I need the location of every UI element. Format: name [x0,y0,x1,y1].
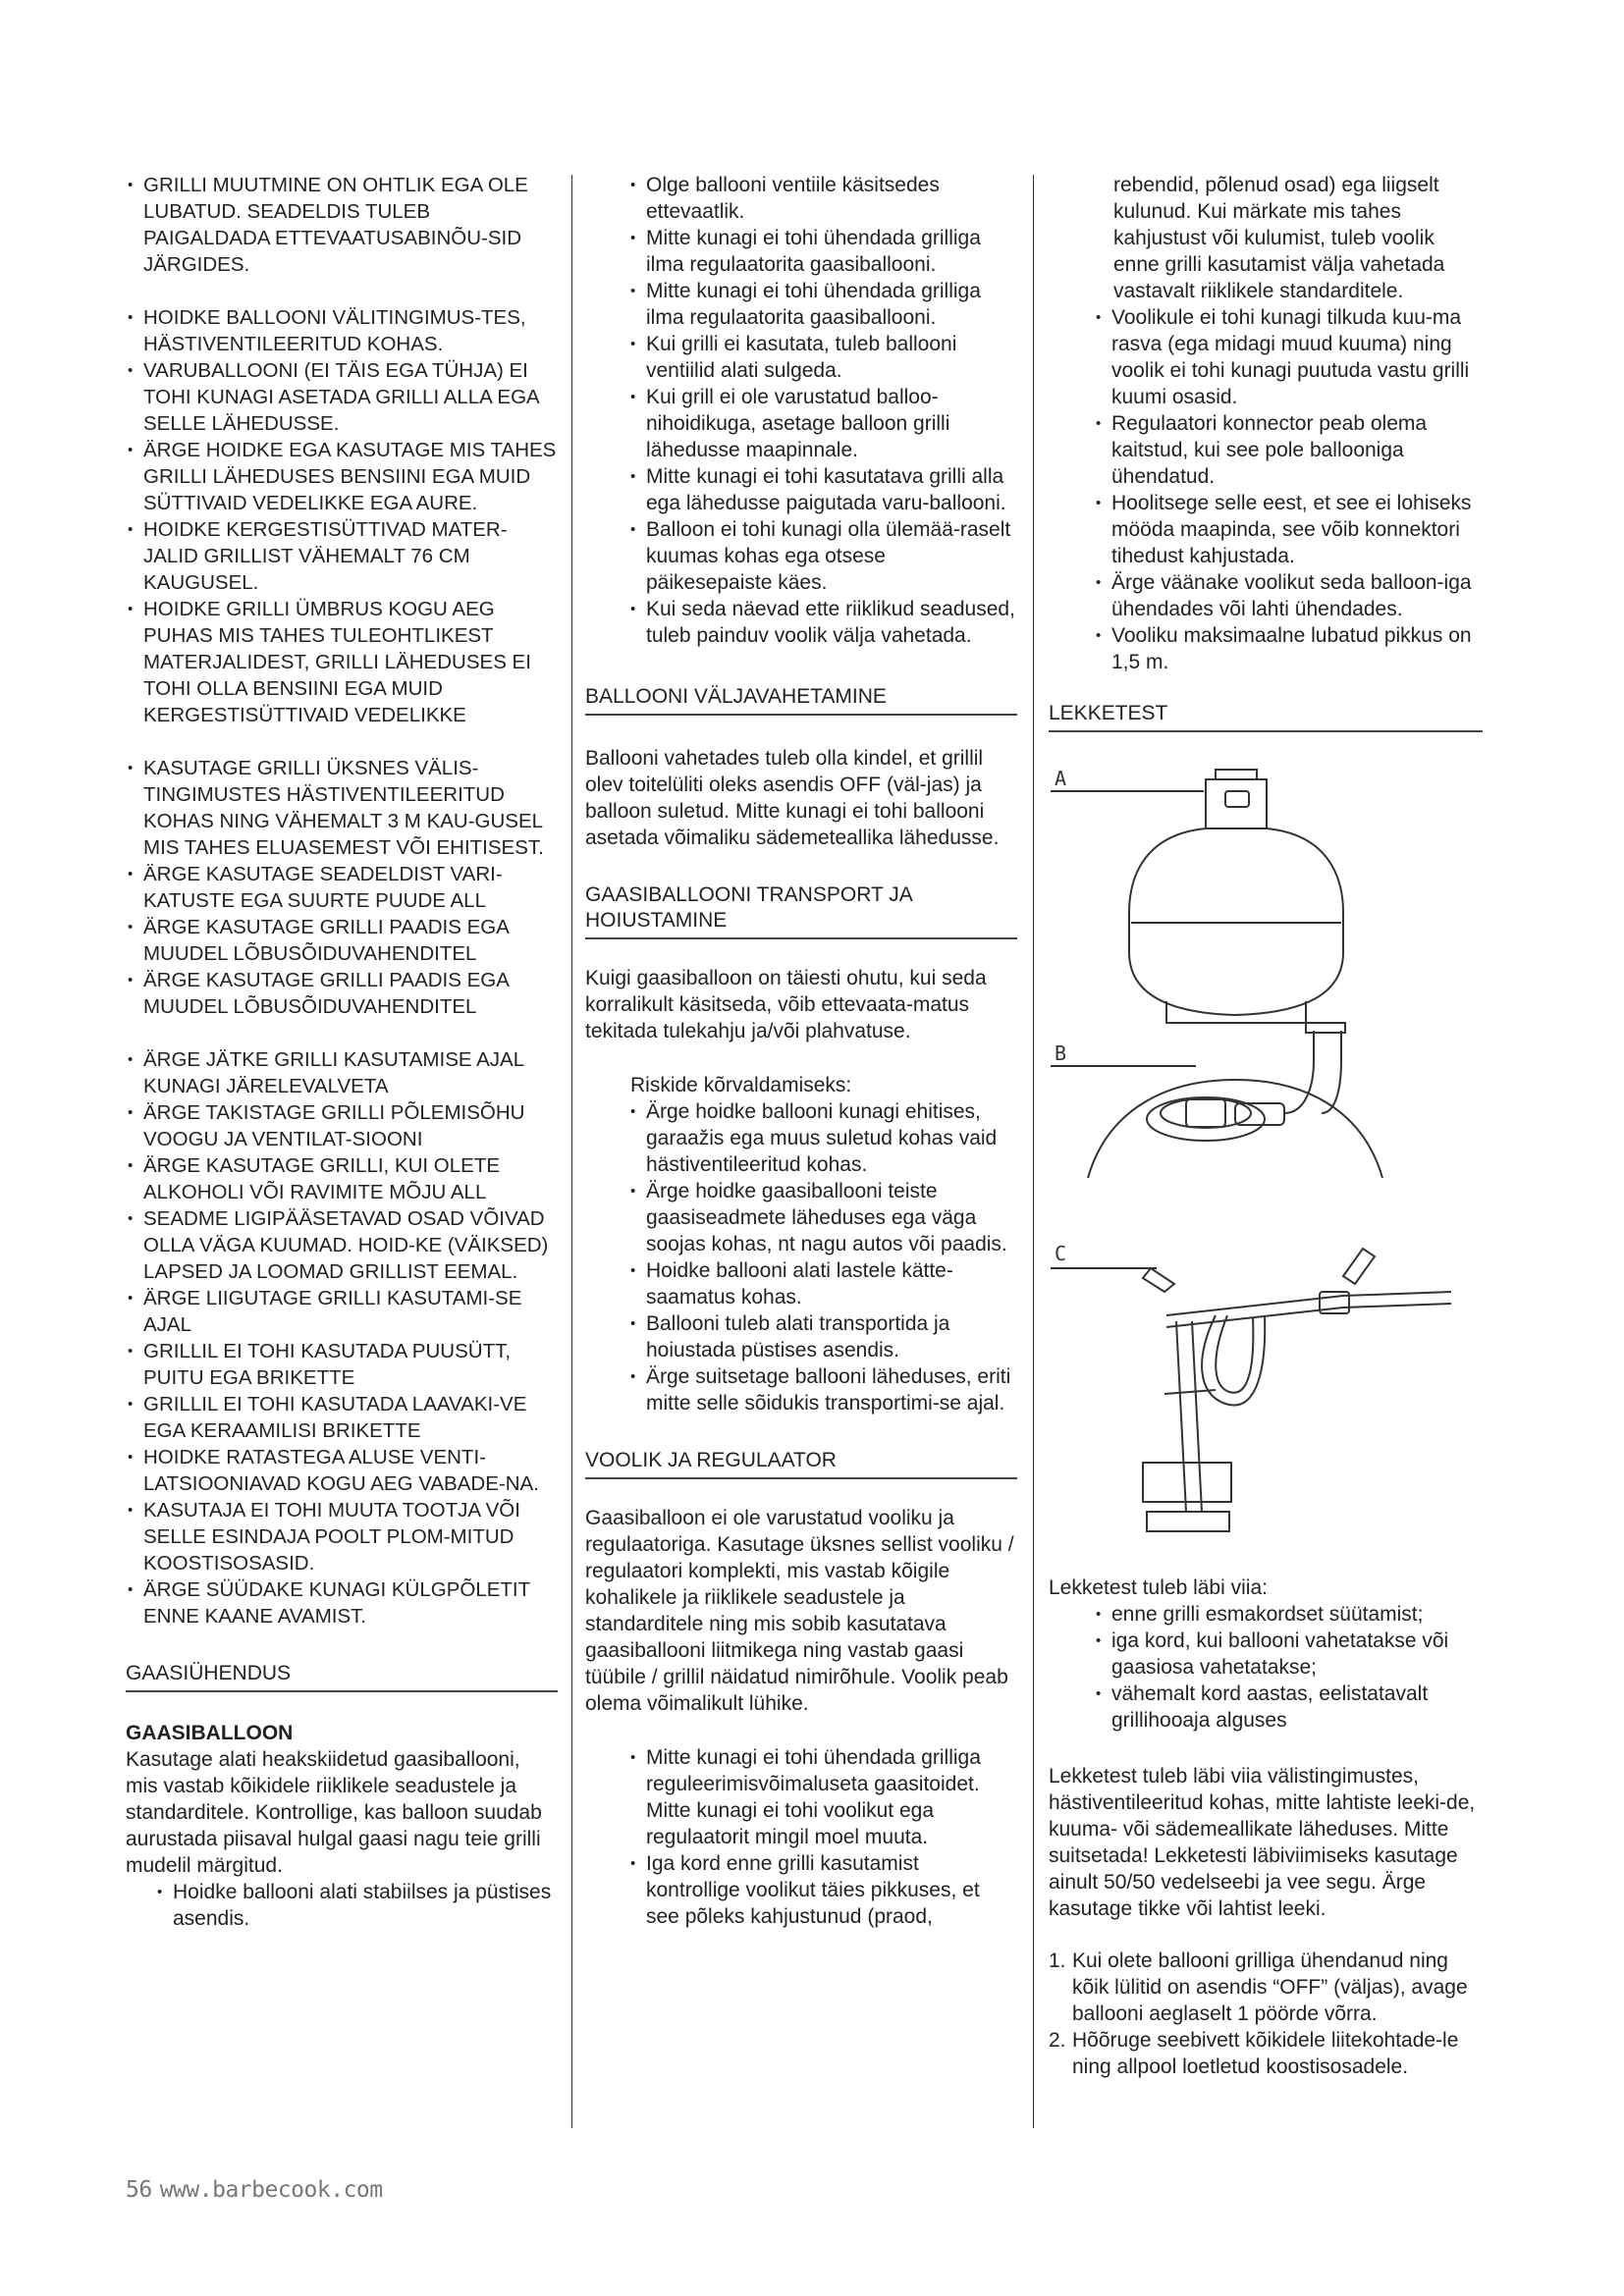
list-item: • Olge ballooni ventiile käsitsedes ettevaatlik. [628,172,1017,225]
column-divider-1 [571,175,572,2128]
list-item: • VARUBALLOONI (EI TÄIS EGA TÜHJA) EI TOHI KUNAGI ASETADA GRILLI ALLA EGA SELLE LÄHEDUSSE. [126,357,558,437]
list-item: • Mitte kunagi ei tohi ühendada grilliga ilma regulaatorita gaasiballooni. [628,278,1017,331]
list-item: • Iga kord enne grilli kasutamist kontrollige voolikut täies pikkuses, et see põleks kahjustunud (praod, [628,1850,1017,1930]
page-footer [126,2177,383,2204]
figure-label-c: C [1055,1242,1067,1265]
list-item: • ÄRGE HOIDKE EGA KASUTAGE MIS TAHES GRILLI LÄHEDUSES BENSIINI EGA MUID SÜTTIVAID VEDELIKKE EGA AURE. [126,437,558,516]
list-item: • Vooliku maksimaalne lubatud pikkus on 1,5 m. [1094,622,1483,675]
list-item: • GRILLIL EI TOHI KASUTADA LAAVAKI-VE EGA KERAAMILISI BRIKETTE [126,1391,558,1444]
step-text: Kui olete ballooni grilliga ühendanud ning kõik lülitid on asendis “OFF” (väljas), avage ballooni aeglaselt 1 pöörde võrra. [1072,1949,1468,2025]
leak-intro: Lekketest tuleb läbi viia: [1049,1576,1268,1599]
list-item: • Regulaatori konnector peab olema kaitstud, kui see pole ballooniga ühendatud. [1094,410,1483,490]
list-item: • HOIDKE RATASTEGA ALUSE VENTI-LATSIOONIAVAD KOGU AEG VABADE-NA. [126,1444,558,1497]
list-item: • Mitte kunagi ei tohi kasutatava grilli alla ega lähedusse paigutada varu-ballooni. [628,463,1017,516]
hose-paragraph: Gaasiballoon ei ole varustatud vooliku ja regulaatoriga. Kasutage üksnes sellist vooliku / regulaatori komplekti, mis vastab kõigile kohalikele ja riiklikele seadustele ja standarditele ning mis sobib kasutatava gaasiballooni liitmikega ning vastab gaasi tüübile / grillil näidatud nimirõhule. Voolik peab olema võimalikult lühike. [585,1507,1014,1715]
list-item: • ÄRGE SÜÜDAKE KUNAGI KÜLGPÕLETIT ENNE KAANE AVAMIST. [126,1576,558,1629]
list-item: • Hoolitsege selle eest, et see ei lohiseks mööda maapinda, see võib konnektori tihedust kahjustada. [1094,490,1483,569]
balloon-bullets [155,1879,558,1932]
list-item: • Hoidke ballooni alati stabiilses ja püstises asendis. [155,1879,558,1932]
column-3 [1049,172,1483,2080]
gas-cylinder-icon [1051,770,1343,1023]
list-item: • Balloon ei tohi kunagi olla ülemää-raselt kuumas kohas ega otsese päikesepaiste käes. [628,516,1017,596]
section-heading-transport: GAASIBALLOONI TRANSPORT JA HOIUSTAMINE [585,882,1017,939]
list-item: • GRILLIL EI TOHI KASUTADA PUUSÜTT, PUITU EGA BRIKETTE [126,1338,558,1391]
list-item: • Ärge suitsetage ballooni läheduses, eriti mitte selle sõidukis transportimi-se ajal. [628,1363,1017,1416]
list-item: • SEADME LIGIPÄÄSETAVAD OSAD VÕIVAD OLLA VÄGA KUUMAD. HOID-KE (VÄIKSED) LAPSED JA LOOMAD GRILLIST EEMAL. [126,1205,558,1285]
list-item: • Ärge hoidke ballooni kunagi ehitises, garaažis ega muus suletud kohas vaid hästiventileeritud kohas. [628,1098,1017,1178]
list-item: • Kui grilli ei kasutata, tuleb ballooni ventiilid alati sulgeda. [628,331,1017,384]
hose-continuation: rebendid, põlenud osad) ega liigselt kulunud. Kui märkate mis tahes kahjustust või kulumist, tuleb voolik enne grilli kasutamist välja vahetada vastavalt riiklikele standarditele. [1113,174,1445,302]
warning-list-3 [126,755,558,1020]
list-item: • Voolikule ei tohi kunagi tilkuda kuu-ma rasva (ega midagi muud kuuma) ning voolik ei tohi kunagi puutuda vastu grilli kuumi osasid. [1094,304,1483,410]
list-item: • Hoidke ballooni alati lastele kätte-saamatus kohas. [628,1257,1017,1310]
list-item: • Kui grill ei ole varustatud balloo-nihoidikuga, asetage balloon grilli lähedusse maapinnale. [628,384,1017,463]
risk-intro: Riskide kõrvaldamiseks: [630,1074,852,1096]
list-item: • ÄRGE KASUTAGE GRILLI PAADIS EGA MUUDEL LÕBUSÕIDUVAHENDITEL [126,914,558,967]
leak-conditions-paragraph: Lekketest tuleb läbi viia välistingimustes, hästiventileeritud kohas, mitte lahtiste leeki-de, kuuma- või sädemeallikate läheduses. Mitte suitsetada! Lekketesti läbiviimiseks kasutage ainult 50/50 vedelseebi ja vee segu. Ärge kasutage tikke või lahtist leeki. [1049,1765,1476,1920]
figure-label-b: B [1055,1041,1067,1065]
list-item: • Ärge väänake voolikut seda balloon-iga ühendades või lahti ühendades. [1094,569,1483,622]
list-item: • vähemalt kord aastas, eelistatavalt grillihooaja alguses [1094,1681,1483,1734]
list-item: • ÄRGE LIIGUTAGE GRILLI KASUTAMI-SE AJAL [126,1285,558,1338]
list-item: • ÄRGE KASUTAGE GRILLI PAADIS EGA MUUDEL LÕBUSÕIDUVAHENDITEL [126,967,558,1020]
column-divider-2 [1033,175,1034,2128]
step-number: 1. [1049,1949,1066,1972]
list-item: • HOIDKE KERGESTISÜTTIVAD MATER-JALID GRILLIST VÄHEMALT 76 CM KAUGUSEL. [126,516,558,596]
hose-list [628,1744,1017,1930]
page-number: 56 [126,2177,152,2203]
hose-safety-list [1094,304,1483,675]
list-item: • Ballooni tuleb alati transportida ja hoiustada püstises asendis. [628,1310,1017,1363]
balloon-paragraph: Kasutage alati heakskiidetud gaasiballooni, mis vastab kõikidele riiklikele seadustele ja standarditele. Kontrollige, kas balloon suudab aurustada piisaval hulgal gaasi nagu teie grilli mudelil märgitud. [126,1748,542,1877]
warning-list-4 [126,1046,558,1629]
subheading-gas-balloon: GAASIBALLOON [126,1722,294,1744]
step-number: 2. [1049,2029,1066,2052]
warning-list-1 [126,172,558,278]
list-item: • GRILLI MUUTMINE ON OHTLIK EGA OLE LUBATUD. SEADELDIS TULEB PAIGALDADA ETTEVAATUSABINÕU-SID JÄRGIDES. [126,172,558,278]
leak-when-list [1094,1601,1483,1734]
list-item [1049,2027,1483,2080]
list-item: • HOIDKE BALLOONI VÄLITINGIMUS-TES, HÄSTIVENTILEERITUD KOHAS. [126,304,558,357]
risk-list [628,1098,1017,1416]
list-item: • Ärge hoidke gaasiballooni teiste gaasiseadmete läheduses ega väga soojas kohas, nt nagu autos või paadis. [628,1178,1017,1257]
section-heading-gas-connection: GAASIÜHENDUS [126,1661,558,1692]
section-heading-leak-test: LEKKETEST [1049,701,1483,732]
hose-regulator-icon [1051,1249,1451,1531]
column-2 [585,172,1017,1930]
cylinder-valve-icon [1051,1023,1382,1178]
website-link[interactable]: www.barbecook.com [159,2177,383,2203]
warning-list-2 [126,304,558,728]
list-item: • KASUTAJA EI TOHI MUUTA TOOTJA VÕI SELLE ESINDAJA POOLT PLOM-MITUD KOOSTISOSASID. [126,1497,558,1576]
figure-label-a: A [1055,767,1067,790]
list-item: • HOIDKE GRILLI ÜMBRUS KOGU AEG PUHAS MIS TAHES TULEOHTLIKEST MATERJALIDEST, GRILLI LÄHEDUSES EI TOHI OLLA BENSIINI EGA MUID KERGESTISÜTTIVAID VEDELIKKE [126,596,558,728]
replacement-paragraph: Ballooni vahetades tuleb olla kindel, et grillil olev toitelüliti oleks asendis OFF (väl-jas) ja balloon suletud. Mitte kunagi ei tohi ballooni asetada võimaliku sädemeteallika lähedusse. [585,747,1000,849]
list-item: • ÄRGE TAKISTAGE GRILLI PÕLEMISÕHU VOOGU JA VENTILAT-SIOONI [126,1099,558,1152]
step-text: Hõõruge seebivett kõikidele liitekohtade-le ning allpool loetletud koostisosadele. [1072,2029,1459,2078]
list-item: • enne grilli esmakordset süütamist; [1094,1601,1483,1628]
list-item: • KASUTAGE GRILLI ÜKSNES VÄLIS-TINGIMUSTES HÄSTIVENTILEERITUD KOHAS NING VÄHEMALT 3 M KAU-GUSEL MIS TAHES ELUASEMEST VÕI EHITISEST. [126,755,558,861]
list-item: • Mitte kunagi ei tohi ühendada grilliga reguleerimisvõimaluseta gaasitoidet. Mitte kunagi ei tohi voolikut ega regulaatorit mingil moel muuta. [628,1744,1017,1850]
list-item: • ÄRGE KASUTAGE GRILLI, KUI OLETE ALKOHOLI VÕI RAVIMITE MÕJU ALL [126,1152,558,1205]
list-item: • ÄRGE KASUTAGE SEADELDIST VARI-KATUSTE EGA SUURTE PUUDE ALL [126,861,558,914]
balloon-handling-list [628,172,1017,649]
section-heading-replacement: BALLOONI VÄLJAVAHETAMINE [585,684,1017,716]
transport-paragraph: Kuigi gaasiballoon on täiesti ohutu, kui seda korralikult käsitseda, võib ettevaata-matus tekitada tulekahju ja/või plahvatuse. [585,967,987,1042]
list-item: • iga kord, kui ballooni vahetatakse või gaasiosa vahetatakse; [1094,1628,1483,1681]
list-item: • Kui seda näevad ette riiklikud seadused, tuleb painduv voolik välja vahetada. [628,596,1017,649]
list-item: • ÄRGE JÄTKE GRILLI KASUTAMISE AJAL KUNAGI JÄRELEVALVETA [126,1046,558,1099]
leak-test-figures [1049,766,1483,1547]
list-item: • Mitte kunagi ei tohi ühendada grilliga ilma regulaatorita gaasiballooni. [628,225,1017,278]
list-item [1049,1948,1483,2027]
gas-equipment-illustration [1049,766,1481,1547]
column-1 [126,172,558,1932]
leak-steps [1049,1948,1483,2080]
section-heading-hose: VOOLIK JA REGULAATOR [585,1448,1017,1479]
